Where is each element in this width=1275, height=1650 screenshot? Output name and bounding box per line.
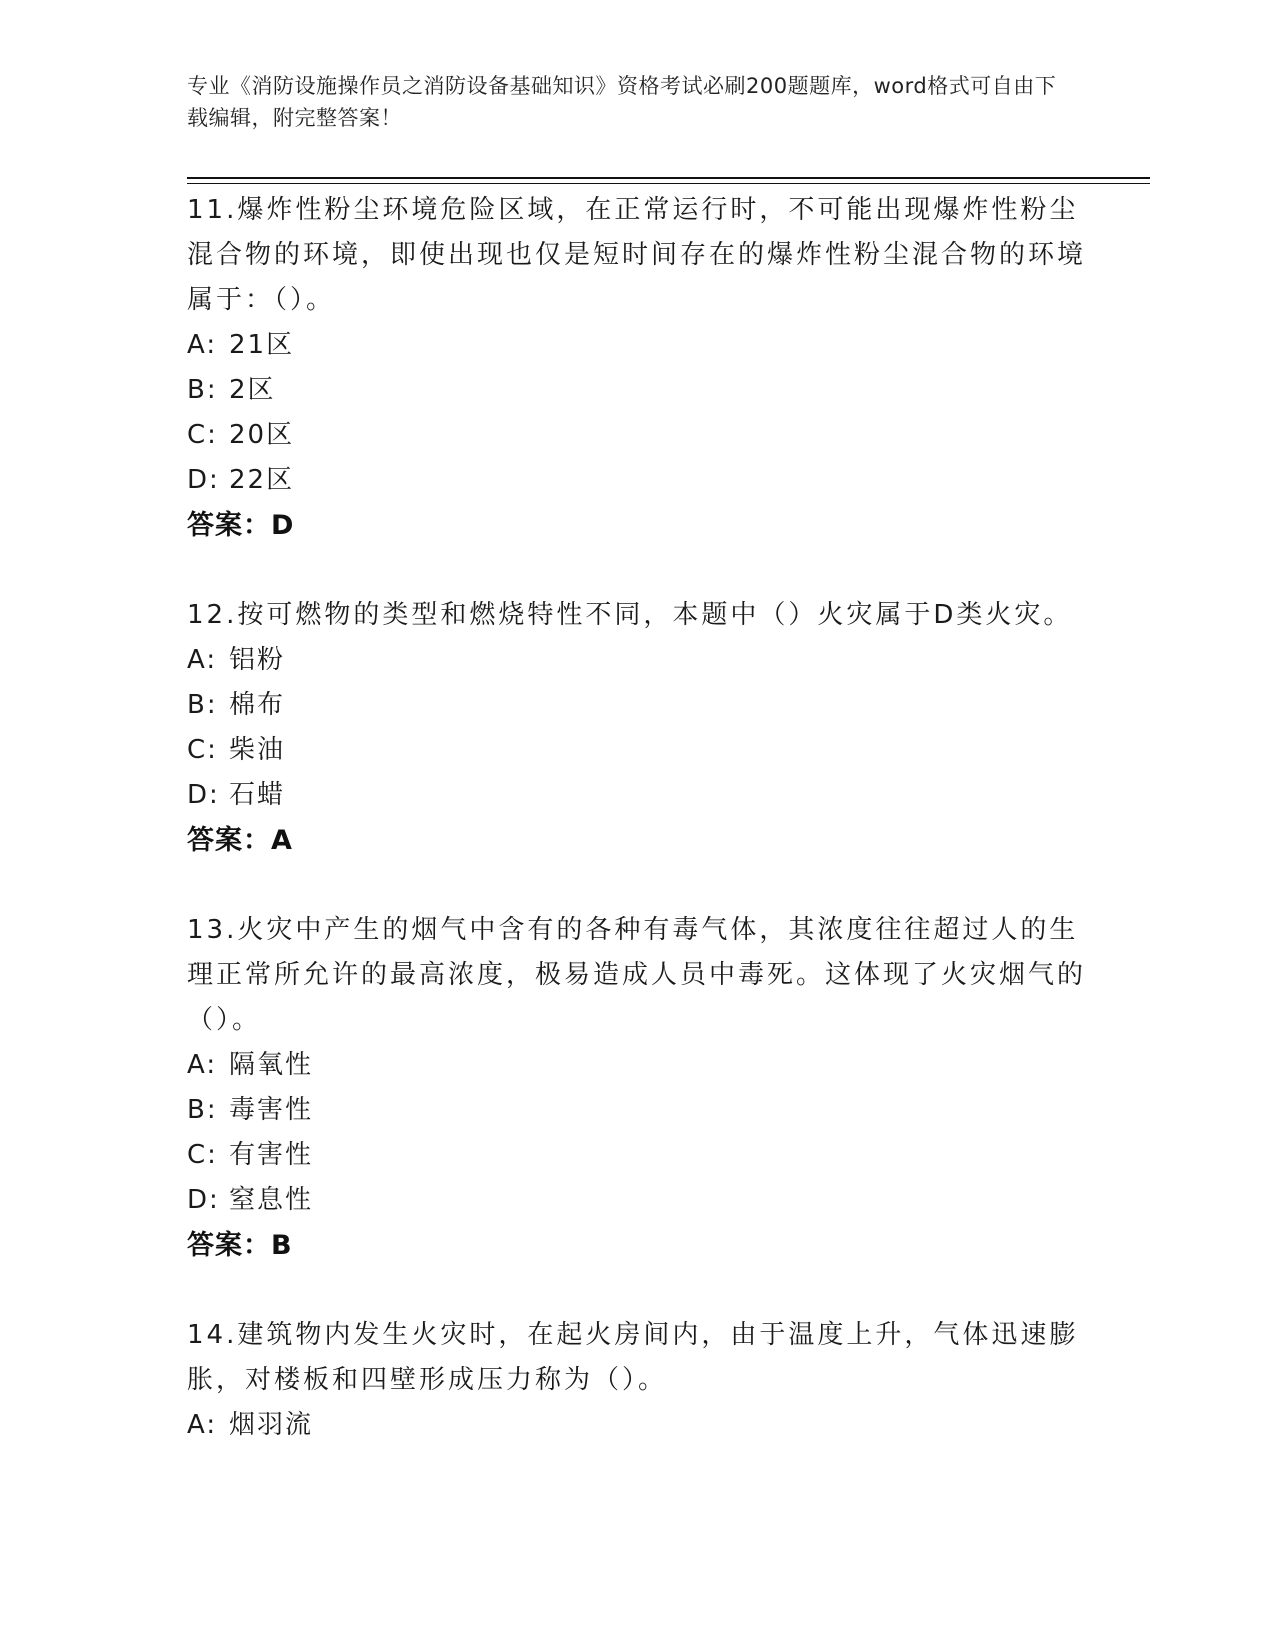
option-letter: B: [187,375,218,405]
option-b [187,683,1087,728]
question-14 [187,1313,1087,1448]
option-a [187,323,1087,368]
question-stem: 13.火灾中产生的烟气中含有的各种有毒气体，其浓度往往超过人的生理正常所允许的最高浓度，极易造成人员中毒死。这体现了火灾烟气的（）。 [187,915,1087,1035]
option-letter: A: [187,330,218,360]
option-c [187,413,1087,458]
option-text: 隔氧性 [229,1050,314,1080]
question-spacer [187,549,1087,593]
question-stem: 14.建筑物内发生火灾时，在起火房间内，由于温度上升，气体迅速膨胀，对楼板和四壁形成压力称为（）。 [187,1320,1079,1395]
answer-label: 答案：D [187,510,295,541]
option-text: 铝粉 [229,645,286,675]
option-c [187,728,1087,773]
question-spacer [187,864,1087,908]
option-letter: C: [187,420,218,450]
question-stem: 11.爆炸性粉尘环境危险区域，在正常运行时，不可能出现爆炸性粉尘混合物的环境，即使出现也仅是短时间存在的爆炸性粉尘混合物的环境属于：（）。 [187,195,1087,315]
question-13 [187,908,1087,1269]
question-spacer [187,1269,1087,1313]
question-12 [187,593,1087,864]
option-c [187,1133,1087,1178]
question-stem: 12.按可燃物的类型和燃烧特性不同，本题中（）火灾属于D类火灾。 [187,600,1073,630]
option-text: 2区 [229,375,276,405]
question-11 [187,188,1087,549]
header-divider-thin [187,183,1150,184]
option-letter: D: [187,780,220,810]
option-letter: C: [187,1140,218,1170]
option-b [187,1088,1087,1133]
option-letter: B: [187,1095,218,1125]
option-text: 20区 [229,420,295,450]
option-text: 毒害性 [229,1095,314,1125]
option-text: 石蜡 [229,780,286,810]
option-text: 有害性 [229,1140,314,1170]
option-a [187,638,1087,683]
answer-label: 答案：A [187,825,293,856]
option-text: 柴油 [229,735,286,765]
option-letter: B: [187,690,218,720]
answer-label: 答案：B [187,1230,293,1261]
option-b [187,368,1087,413]
option-a [187,1043,1087,1088]
option-letter: A: [187,1410,218,1440]
option-text: 21区 [229,330,295,360]
option-a [187,1403,1087,1448]
option-d [187,1178,1087,1223]
question-list [187,188,1087,1448]
option-text: 窒息性 [229,1185,314,1215]
option-letter: D: [187,465,220,495]
option-text: 棉布 [229,690,286,720]
option-letter: D: [187,1185,220,1215]
document-header: 专业《消防设施操作员之消防设备基础知识》资格考试必刷200题题库，word格式可自由下载编辑，附完整答案！ [187,74,1057,130]
option-letter: C: [187,735,218,765]
option-letter: A: [187,645,218,675]
option-letter: A: [187,1050,218,1080]
option-text: 烟羽流 [229,1410,314,1440]
option-d [187,458,1087,503]
header-divider-thick [187,177,1150,179]
option-text: 22区 [229,465,295,495]
option-d [187,773,1087,818]
